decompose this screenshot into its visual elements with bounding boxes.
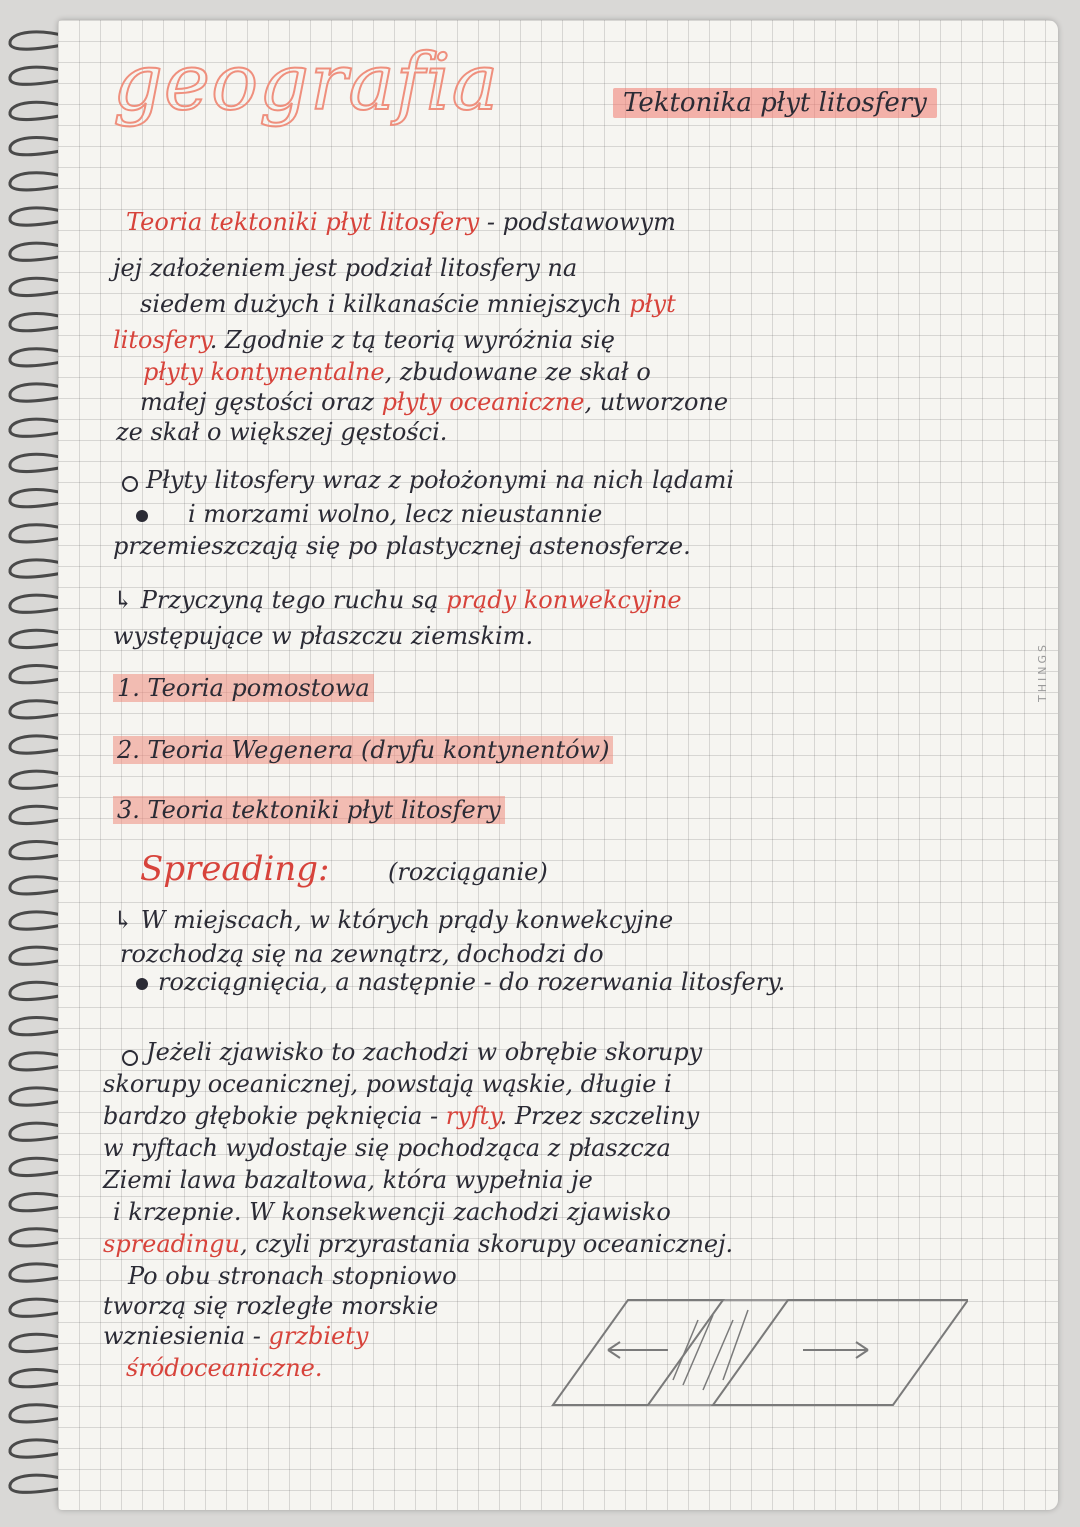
intro-line-3: siedem dużych i kilkanaście mniejszych płyt <box>140 290 676 318</box>
ridges-term: grzbiety <box>268 1322 369 1350</box>
page-title: geografia <box>113 38 500 128</box>
spreading-line-1-text: W miejscach, w których prądy konwekcyjne <box>140 906 674 934</box>
spreading-line-2: rozchodzą się na zewnątrz, dochodzi do <box>120 940 604 968</box>
convection-term: prądy konwekcyjne <box>446 586 682 614</box>
continental-term: płyty kontynentalne <box>143 358 385 386</box>
intro-term: Teoria tektoniki płyt litosfery <box>126 208 480 236</box>
bullet-hollow <box>122 1050 138 1066</box>
bullet-solid <box>136 978 148 990</box>
litosfery-term: litosfery <box>113 326 210 354</box>
spreading-sketch <box>548 1280 968 1420</box>
intro-line-7: ze skał o większej gęstości. <box>116 418 448 446</box>
movement-line-3: przemieszczają się po plastycznej astenosferze. <box>113 532 691 560</box>
cause-line-1: ↳ Przyczyną tego ruchu są prądy konwekcyjne <box>113 586 682 614</box>
detail-line-8: Po obu stronach stopniowo <box>128 1262 457 1290</box>
detail-line-3: bardzo głębokie pęknięcia - ryfty. Przez szczeliny <box>103 1102 700 1130</box>
bullet-solid <box>136 510 148 522</box>
intro-rest: - podstawowym <box>479 208 676 236</box>
rifts-term: ryfty <box>445 1102 500 1130</box>
plyt-term: płyt <box>629 290 676 318</box>
arrow-left-icon <box>608 1342 668 1358</box>
detail-line-5: Ziemi lawa bazaltowa, która wypełnia je <box>103 1166 593 1194</box>
intro-line-6: małej gęstości oraz płyty oceaniczne, utworzone <box>140 388 729 416</box>
detail-line-2: skorupy oceanicznej, powstają wąskie, długie i <box>103 1070 672 1098</box>
spreading-line-1: ↳ W miejscach, w których prądy konwekcyjne <box>113 906 674 934</box>
cause-line-2: występujące w płaszczu ziemskim. <box>113 622 534 650</box>
brand-watermark: THINGS <box>1036 642 1049 702</box>
rift-outline <box>648 1300 788 1405</box>
detail-line-6: i krzepnie. W konsekwencji zachodzi zjawisko <box>113 1198 671 1226</box>
spreading-line-3: rozciągnięcia, a następnie - do rozerwania litosfery. <box>158 968 786 996</box>
detail-line-10: wzniesienia - grzbiety <box>103 1322 369 1350</box>
intro-line-2: jej założeniem jest podział litosfery na <box>113 254 578 282</box>
intro-line-4: litosfery. Zgodnie z tą teorią wyróżnia się <box>113 326 615 354</box>
spreading-heading: Spreading: <box>140 849 330 889</box>
intro-line-1 <box>126 210 676 234</box>
topic-label: Tektonika płyt litosfery <box>613 88 937 118</box>
movement-line-1: Płyty litosfery wraz z położonymi na nich lądami <box>146 466 735 494</box>
intro-line-5: płyty kontynentalne, zbudowane ze skał o <box>143 358 651 386</box>
theory-3: 3. Teoria tektoniki płyt litosfery <box>113 796 505 824</box>
detail-line-1: Jeżeli zjawisko to zachodzi w obrębie skorupy <box>146 1038 703 1066</box>
bullet-hollow <box>122 476 138 492</box>
detail-line-4: w ryftach wydostaje się pochodząca z płaszcza <box>103 1134 671 1162</box>
oceanic-term: płyty oceaniczne <box>381 388 585 416</box>
spreading-translation: (rozciąganie) <box>388 858 548 886</box>
rift-lines <box>673 1310 748 1390</box>
movement-line-2: i morzami wolno, lecz nieustannie <box>188 500 603 528</box>
notebook-page <box>58 20 1058 1510</box>
detail-line-11: śródoceaniczne. <box>126 1354 323 1382</box>
theory-2: 2. Teoria Wegenera (dryfu kontynentów) <box>113 736 613 764</box>
arrow-right-icon <box>803 1342 868 1358</box>
spreading-term: spreadingu <box>103 1230 240 1258</box>
theory-1: 1. Teoria pomostowa <box>113 674 374 702</box>
detail-line-9: tworzą się rozległe morskie <box>103 1292 439 1320</box>
detail-line-7: spreadingu, czyli przyrastania skorupy oceanicznej. <box>103 1230 734 1258</box>
